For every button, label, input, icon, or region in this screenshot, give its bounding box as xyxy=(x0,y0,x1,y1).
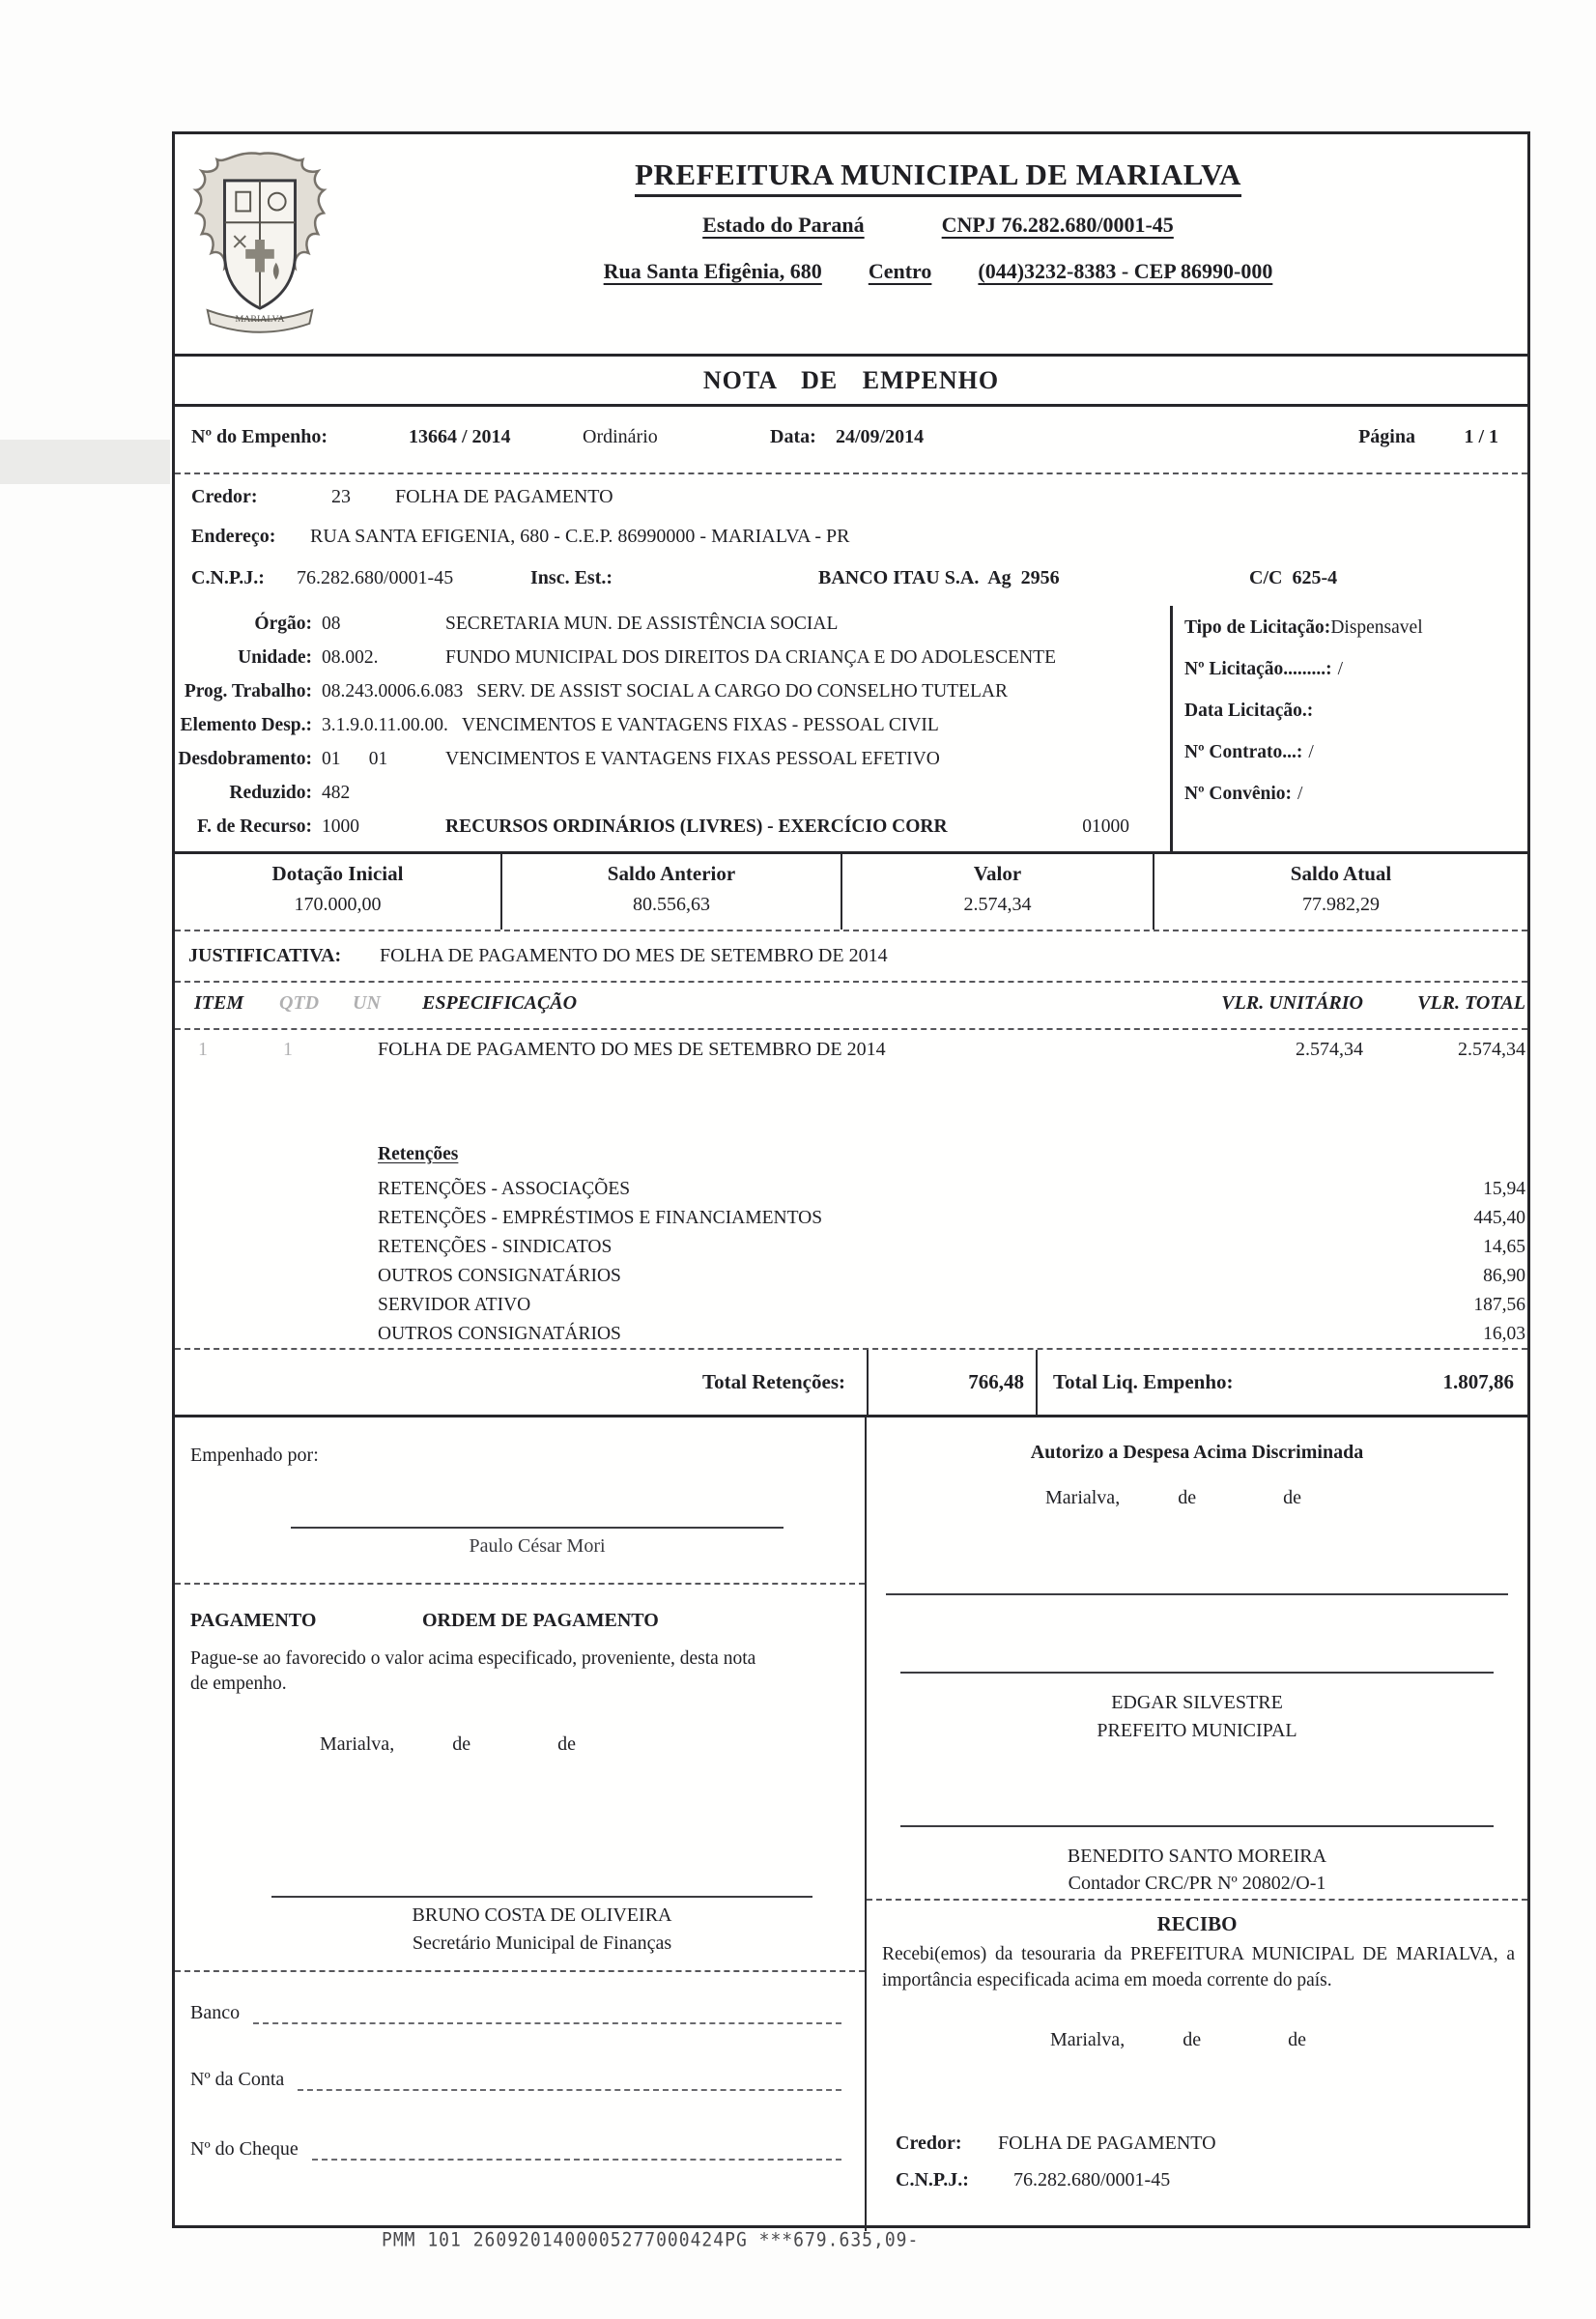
licitacao-numero-line xyxy=(1184,659,1522,680)
state-registration-label: Insc. Est.: xyxy=(530,567,613,588)
empenho-number-label: Nº do Empenho: xyxy=(191,426,328,447)
ordem-pagamento-label: ORDEM DE PAGAMENTO xyxy=(422,1610,659,1631)
retencao-value: 15,94 xyxy=(1483,1179,1525,1199)
signatures-area xyxy=(175,1417,1527,2231)
document-header xyxy=(175,134,1527,357)
convenio-numero: / xyxy=(1297,784,1303,804)
empenho-type: Ordinário xyxy=(583,426,658,447)
prog-trabalho-desc: SERV. DE ASSIST SOCIAL A CARGO DO CONSELHO TUTELAR xyxy=(476,681,1009,701)
retencao-value: 187,56 xyxy=(1473,1295,1525,1315)
divider xyxy=(175,1970,865,1972)
saldo-anterior-value: 80.556,63 xyxy=(633,894,710,915)
saldo-atual-value: 77.982,29 xyxy=(1302,894,1380,915)
empenhado-por-label: Empenhado por: xyxy=(190,1445,319,1466)
row-unidade xyxy=(175,647,1170,681)
licitacao-tipo-line xyxy=(1184,617,1522,639)
contrato-line xyxy=(1184,742,1522,763)
row-prog-trabalho xyxy=(175,681,1170,715)
signer-name: EDGAR SILVESTRE xyxy=(1111,1692,1283,1713)
empenho-number: 13664 / 2014 xyxy=(409,426,511,447)
items-table xyxy=(175,983,1527,1350)
orgao-desc: SECRETARIA MUN. DE ASSISTÊNCIA SOCIAL xyxy=(445,614,839,634)
prefeitura-title: PREFEITURA MUNICIPAL DE MARIALVA xyxy=(635,157,1241,197)
signature-line xyxy=(900,1672,1494,1674)
justification-label: JUSTIFICATIVA: xyxy=(188,945,342,966)
cheque-label: Nº do Cheque xyxy=(190,2138,299,2160)
total-retencoes-label: Total Retenções: xyxy=(702,1370,845,1393)
account-label: Nº da Conta xyxy=(190,2069,285,2090)
contrato-numero: / xyxy=(1308,742,1314,762)
fonte-recurso-label: F. de Recurso: xyxy=(197,816,312,837)
licitacao-tipo-label: Tipo de Licitação: xyxy=(1184,617,1331,638)
elemento-code: 3.1.9.0.11.00.00. xyxy=(322,715,448,735)
item-vlr-total: 2.574,34 xyxy=(1458,1039,1525,1060)
licitacao-tipo: Dispensavel xyxy=(1330,617,1423,638)
creditor-address: RUA SANTA EFIGENIA, 680 - C.E.P. 86990000 - MARIALVA - PR xyxy=(310,526,850,547)
convenio-line xyxy=(1184,784,1522,805)
fonte-recurso-code: 1000 xyxy=(322,816,359,837)
licitacao-box xyxy=(1170,606,1527,851)
estado-label: Estado do Paraná xyxy=(702,213,865,237)
retencao-label: RETENÇÕES - ASSOCIAÇÕES xyxy=(378,1179,631,1199)
signer-name: BENEDITO SANTO MOREIRA xyxy=(1067,1846,1327,1867)
scan-artifact xyxy=(0,440,170,484)
address-phone-cep: (044)3232-8383 - CEP 86990-000 xyxy=(978,259,1273,283)
header-cnpj: CNPJ 76.282.680/0001-45 xyxy=(941,213,1174,237)
authorization-column xyxy=(867,1417,1527,2231)
total-liquido-value: 1.807,86 xyxy=(1442,1370,1514,1393)
empenho-date-label: Data: xyxy=(770,426,816,447)
header-text-block xyxy=(349,134,1527,284)
retencao-label: RETENÇÕES - SINDICATOS xyxy=(378,1237,613,1257)
creditor-cnpj-label: C.N.P.J.: xyxy=(191,567,265,588)
dot-matrix-control-code: PMM 101 2609201400005277000424PG ***679.635,09- xyxy=(382,2229,920,2251)
row-desdobramento xyxy=(175,749,1170,783)
fonte-recurso-desc: RECURSOS ORDINÁRIOS (LIVRES) - EXERCÍCIO CORR xyxy=(445,816,948,837)
classification-rows xyxy=(175,606,1170,851)
city-date-line: Marialva, de de xyxy=(1045,1487,1301,1508)
payment-column xyxy=(175,1417,867,2231)
bank-field xyxy=(190,2001,841,2024)
creditor-bank: BANCO ITAU S.A. Ag 2956 xyxy=(818,567,1060,588)
creditor-name: FOLHA DE PAGAMENTO xyxy=(395,486,613,507)
recibo-credor: FOLHA DE PAGAMENTO xyxy=(998,2133,1216,2154)
creditor-address-label: Endereço: xyxy=(191,526,276,547)
dotacao-inicial-value: 170.000,00 xyxy=(294,894,382,915)
recibo-text: Recebi(emos) da tesouraria da PREFEITURA MUNICIPAL DE MARIALVA, a importância especificada acima em moeda corrente do país. xyxy=(882,1944,1515,1990)
valor-value: 2.574,34 xyxy=(963,894,1032,915)
row-reduzido xyxy=(175,783,1170,816)
contrato-label: Nº Contrato...: xyxy=(1184,742,1303,762)
creditor-section xyxy=(175,474,1527,606)
empenho-info-row xyxy=(175,407,1527,474)
items-header-divider xyxy=(175,1028,1527,1030)
col-vlr-total-header: VLR. TOTAL xyxy=(1417,992,1525,1014)
recibo-cnpj-label: C.N.P.J.: xyxy=(896,2169,969,2190)
dotacao-inicial-cell xyxy=(175,854,500,930)
col-un-header: UN xyxy=(353,992,381,1014)
convenio-label: Nº Convênio: xyxy=(1184,784,1292,804)
justification-text: FOLHA DE PAGAMENTO DO MES DE SETEMBRO DE 2014 xyxy=(380,945,888,966)
page-number: 1 / 1 xyxy=(1464,426,1498,447)
pagamento-label: PAGAMENTO xyxy=(190,1610,317,1631)
signer-name: Paulo César Mori xyxy=(469,1535,606,1557)
retencao-label: OUTROS CONSIGNATÁRIOS xyxy=(378,1324,621,1344)
retencao-value: 445,40 xyxy=(1473,1208,1525,1228)
licitacao-numero-label: Nº Licitação.........: xyxy=(1184,659,1332,679)
signer-role: Secretário Municipal de Finanças xyxy=(412,1932,672,1954)
prog-trabalho-code: 08.243.0006.6.083 xyxy=(322,681,464,701)
signature-line xyxy=(900,1825,1494,1827)
unidade-label: Unidade: xyxy=(238,647,312,668)
dotacao-inicial-label: Dotação Inicial xyxy=(271,862,404,885)
valor-cell xyxy=(841,854,1153,930)
total-liquido-label: Total Liq. Empenho: xyxy=(1053,1370,1234,1393)
saldo-atual-cell xyxy=(1153,854,1527,930)
row-elemento-despesa xyxy=(175,715,1170,749)
desdobramento-label: Desdobramento: xyxy=(178,749,312,769)
document-title-band xyxy=(175,357,1527,407)
saldo-atual-label: Saldo Atual xyxy=(1290,862,1392,885)
balances-row xyxy=(175,854,1527,931)
authorization-title: Autorizo a Despesa Acima Discriminada xyxy=(1030,1442,1364,1463)
unidade-code: 08.002. xyxy=(322,647,379,668)
item-vlr-unitario: 2.574,34 xyxy=(1296,1039,1363,1060)
recibo-title: RECIBO xyxy=(1156,1912,1238,1935)
licitacao-data-line xyxy=(1184,701,1522,722)
saldo-anterior-label: Saldo Anterior xyxy=(607,862,736,885)
signer-role: Contador CRC/PR Nº 20802/O-1 xyxy=(1068,1873,1326,1894)
payment-order-text: Pague-se ao favorecido o valor acima especificado, proveniente, desta nota de empenho. xyxy=(190,1648,756,1694)
account-blank-line xyxy=(298,2068,841,2091)
cheque-blank-line xyxy=(312,2137,841,2161)
nota-de-empenho-page xyxy=(172,131,1530,2228)
recibo-credor-label: Credor: xyxy=(896,2133,962,2154)
signer-role: PREFEITO MUNICIPAL xyxy=(1097,1720,1297,1741)
row-fonte-recurso xyxy=(175,816,1170,850)
address-street: Rua Santa Efigênia, 680 xyxy=(603,259,822,283)
retencao-label: RETENÇÕES - EMPRÉSTIMOS E FINANCIAMENTOS xyxy=(378,1208,823,1228)
saldo-anterior-cell xyxy=(500,854,841,930)
orgao-label: Órgão: xyxy=(254,614,312,634)
empenho-date: 24/09/2014 xyxy=(836,426,925,447)
unidade-desc: FUNDO MUNICIPAL DOS DIREITOS DA CRIANÇA E DO ADOLESCENTE xyxy=(445,647,1056,668)
retencao-value: 86,90 xyxy=(1483,1266,1525,1286)
item-number: 1 xyxy=(198,1039,208,1060)
prog-trabalho-label: Prog. Trabalho: xyxy=(184,681,312,701)
budget-classification-box xyxy=(175,606,1527,854)
bank-label: Banco xyxy=(190,2002,241,2023)
bank-blank-line xyxy=(253,2001,841,2024)
city-date-line: Marialva, de de xyxy=(1050,2029,1306,2050)
reduzido-label: Reduzido: xyxy=(229,783,312,803)
signature-line xyxy=(886,1593,1508,1595)
item-espec: FOLHA DE PAGAMENTO DO MES DE SETEMBRO DE 2014 xyxy=(378,1039,886,1060)
retencao-value: 16,03 xyxy=(1483,1324,1525,1344)
licitacao-data-label: Data Licitação.: xyxy=(1184,701,1314,721)
reduzido-code: 482 xyxy=(322,783,351,803)
retencao-value: 14,65 xyxy=(1483,1237,1525,1257)
orgao-code: 08 xyxy=(322,614,341,634)
col-espec-header: ESPECIFICAÇÃO xyxy=(422,992,578,1014)
creditor-code: 23 xyxy=(331,486,351,507)
valor-label: Valor xyxy=(973,862,1022,885)
creditor-cnpj: 76.282.680/0001-45 xyxy=(297,567,454,588)
retencoes-title: Retenções xyxy=(378,1144,459,1164)
divider xyxy=(175,1583,865,1585)
elemento-desc: VENCIMENTOS E VANTAGENS FIXAS - PESSOAL CIVIL xyxy=(461,715,939,735)
fonte-recurso-extra-code: 01000 xyxy=(1082,816,1129,837)
recibo-cnpj: 76.282.680/0001-45 xyxy=(1013,2169,1171,2190)
col-qtd-header: QTD xyxy=(279,992,320,1014)
signer-name: BRUNO COSTA DE OLIVEIRA xyxy=(412,1904,672,1926)
justification-row xyxy=(175,931,1527,983)
logo-banner-text: MARIALVA xyxy=(235,313,285,325)
page-label: Página xyxy=(1358,426,1415,447)
col-vlr-unitario-header: VLR. UNITÁRIO xyxy=(1221,992,1363,1014)
total-liquido-cell xyxy=(1038,1350,1527,1415)
item-qty: 1 xyxy=(283,1039,293,1060)
retencao-label: OUTROS CONSIGNATÁRIOS xyxy=(378,1266,621,1286)
licitacao-numero: / xyxy=(1337,659,1344,679)
signature-line xyxy=(291,1527,784,1529)
retencao-label: SERVIDOR ATIVO xyxy=(378,1295,531,1315)
creditor-account: C/C 625-4 xyxy=(1249,567,1338,588)
col-item-header: ITEM xyxy=(194,992,244,1014)
account-field xyxy=(190,2068,841,2091)
address-district: Centro xyxy=(868,259,932,283)
total-retencoes-value: 766,48 xyxy=(867,1350,1038,1415)
cheque-field xyxy=(190,2137,841,2161)
totals-row xyxy=(175,1350,1527,1417)
municipal-coat-of-arms-icon xyxy=(188,148,331,341)
row-orgao xyxy=(175,614,1170,647)
signature-line xyxy=(271,1896,812,1898)
creditor-label: Credor: xyxy=(191,486,258,507)
city-date-line: Marialva, de de xyxy=(320,1733,576,1755)
document-title: NOTA DE EMPENHO xyxy=(702,365,1000,394)
desdobramento-desc: VENCIMENTOS E VANTAGENS FIXAS PESSOAL EFETIVO xyxy=(445,749,940,769)
elemento-label: Elemento Desp.: xyxy=(180,715,312,735)
divider xyxy=(867,1899,1527,1901)
desdobramento-code: 01 01 xyxy=(322,749,388,769)
